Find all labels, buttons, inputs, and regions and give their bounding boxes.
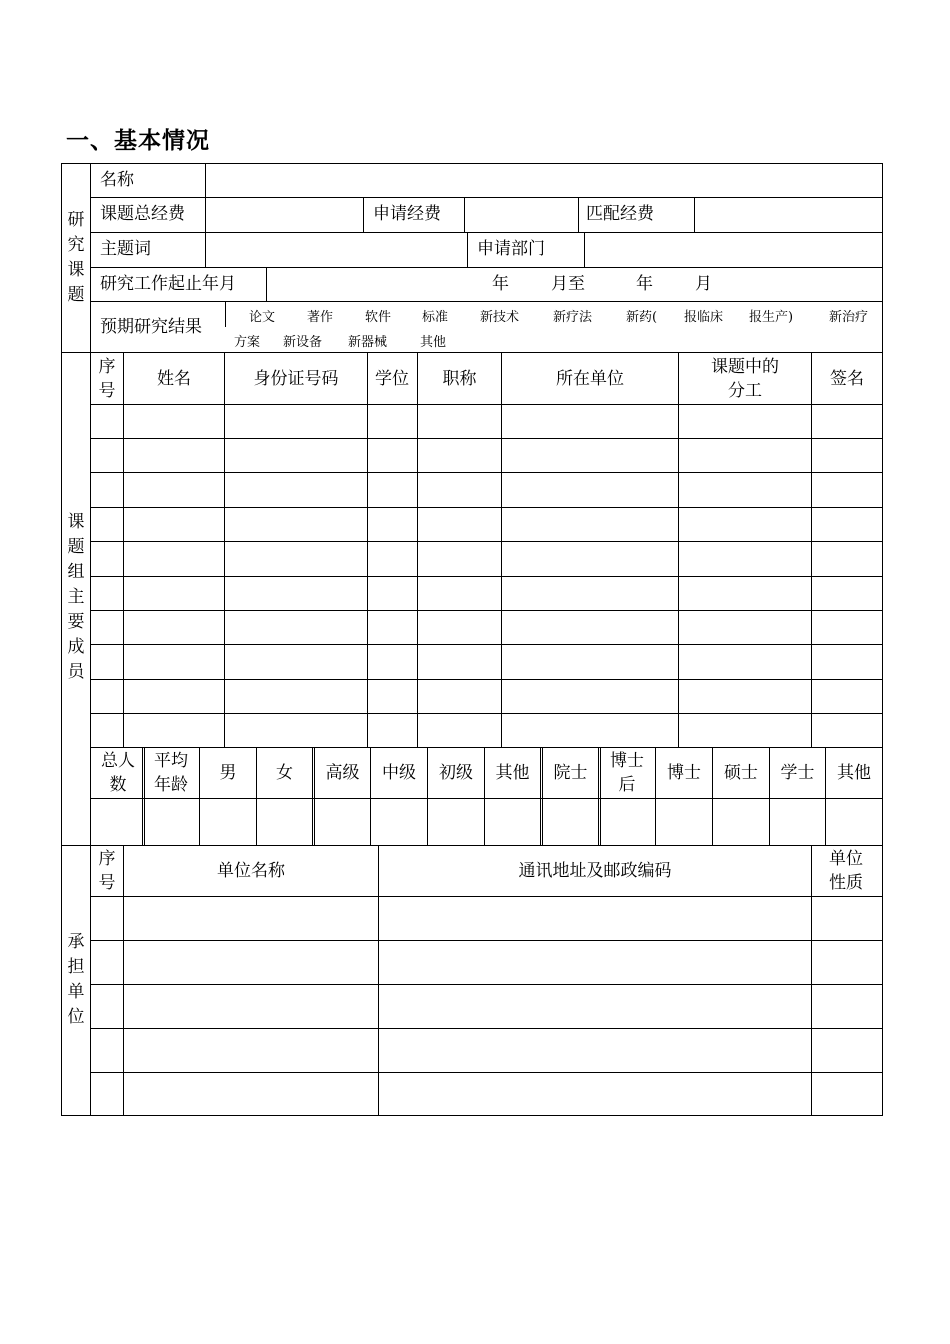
total-funding-label: 课题总经费 xyxy=(100,204,185,224)
members-section-label: 课题组主要成员 xyxy=(67,512,85,682)
stats-header-junior: 初级 xyxy=(439,763,473,783)
result-option-plan[interactable]: 方案 xyxy=(234,335,261,350)
result-option-standard[interactable]: 标准 xyxy=(422,310,449,325)
name-field[interactable] xyxy=(207,165,879,195)
period-year-start: 年 xyxy=(492,274,509,294)
stats-header-male: 男 xyxy=(219,763,237,783)
period-year-end: 年 xyxy=(636,274,653,294)
member-header-signature: 签名 xyxy=(830,368,864,389)
unit-header-seq: 序号 xyxy=(98,849,116,893)
unit-row[interactable] xyxy=(91,941,882,984)
period-month-to: 月至 xyxy=(551,274,585,294)
form-border-left xyxy=(61,163,62,1116)
member-row[interactable] xyxy=(91,611,882,644)
stats-header-academician: 院士 xyxy=(553,763,588,783)
member-row[interactable] xyxy=(91,680,882,713)
member-header-name: 姓名 xyxy=(157,368,191,389)
requested-funding-field[interactable] xyxy=(466,199,576,230)
requested-funding-label: 申请经费 xyxy=(373,204,441,224)
result-option-new-drug[interactable]: 新药( xyxy=(626,310,658,325)
stats-header-female: 女 xyxy=(276,763,293,783)
project-section-label: 研究课题 xyxy=(67,210,85,305)
result-option-new-device[interactable]: 新设备 xyxy=(283,335,323,350)
result-option-new-therapy[interactable]: 新疗法 xyxy=(553,310,593,325)
results-label: 预期研究结果 xyxy=(100,317,202,337)
form-border-bottom xyxy=(61,1115,883,1116)
matching-funding-field[interactable] xyxy=(696,199,879,230)
units-section-label: 承担单位 xyxy=(67,932,85,1027)
member-row[interactable] xyxy=(91,405,882,438)
unit-header-name: 单位名称 xyxy=(217,861,285,881)
period-label: 研究工作起止年月 xyxy=(100,274,236,294)
member-row[interactable] xyxy=(91,473,882,507)
stats-header-bachelor: 学士 xyxy=(780,763,815,783)
stats-header-phd: 博士 xyxy=(667,763,701,783)
result-option-new-tech[interactable]: 新技术 xyxy=(480,310,520,325)
basic-info-form xyxy=(61,163,883,1116)
result-option-new-instrument[interactable]: 新器械 xyxy=(348,335,388,350)
stats-header-senior: 高级 xyxy=(325,763,360,783)
result-option-clinical[interactable]: 报临床 xyxy=(684,310,724,325)
stats-header-other-title: 其他 xyxy=(495,763,530,783)
form-border-right xyxy=(882,163,883,1116)
member-row[interactable] xyxy=(91,439,882,472)
result-option-production[interactable]: 报生产) xyxy=(749,310,794,325)
unit-row[interactable] xyxy=(91,897,882,940)
member-row[interactable] xyxy=(91,645,882,679)
member-row[interactable] xyxy=(91,508,882,541)
stats-header-total: 总人数 xyxy=(101,751,135,795)
member-header-seq: 序号 xyxy=(98,356,116,401)
unit-header-nature: 单位性质 xyxy=(829,849,863,893)
result-option-paper[interactable]: 论文 xyxy=(249,310,276,325)
result-option-software[interactable]: 软件 xyxy=(365,310,392,325)
unit-row[interactable] xyxy=(91,1029,882,1072)
stats-row[interactable] xyxy=(91,799,882,845)
member-header-degree: 学位 xyxy=(375,368,409,389)
page-title: 一、基本情况 xyxy=(66,128,210,154)
keywords-field[interactable] xyxy=(207,234,465,265)
member-header-unit: 所在单位 xyxy=(556,368,624,389)
name-label: 名称 xyxy=(100,170,134,190)
member-row[interactable] xyxy=(91,714,882,747)
matching-funding-label: 匹配经费 xyxy=(586,204,654,224)
unit-row[interactable] xyxy=(91,985,882,1028)
result-option-book[interactable]: 著作 xyxy=(307,310,334,325)
member-row[interactable] xyxy=(91,577,882,610)
stats-header-intermediate: 中级 xyxy=(382,763,416,783)
stats-header-other-degree: 其他 xyxy=(837,763,871,783)
result-option-new-treatment[interactable]: 新治疗 xyxy=(829,310,869,325)
member-row[interactable] xyxy=(91,542,882,576)
applying-dept-field[interactable] xyxy=(586,234,879,265)
result-option-other[interactable]: 其他 xyxy=(420,335,447,350)
member-header-title: 职称 xyxy=(442,368,477,389)
unit-row[interactable] xyxy=(91,1073,882,1115)
stats-header-postdoc: 博士后 xyxy=(610,751,644,795)
keywords-label: 主题词 xyxy=(100,239,151,259)
member-header-id-number: 身份证号码 xyxy=(253,368,339,389)
unit-header-address: 通讯地址及邮政编码 xyxy=(518,861,672,881)
applying-dept-label: 申请部门 xyxy=(477,239,545,259)
total-funding-field[interactable] xyxy=(207,199,361,230)
form-border-top xyxy=(61,163,883,164)
period-month-end: 月 xyxy=(695,274,712,294)
stats-header-avg-age: 平均年龄 xyxy=(154,751,188,795)
member-header-role: 课题中的分工 xyxy=(711,356,779,401)
stats-header-master: 硕士 xyxy=(724,763,758,783)
